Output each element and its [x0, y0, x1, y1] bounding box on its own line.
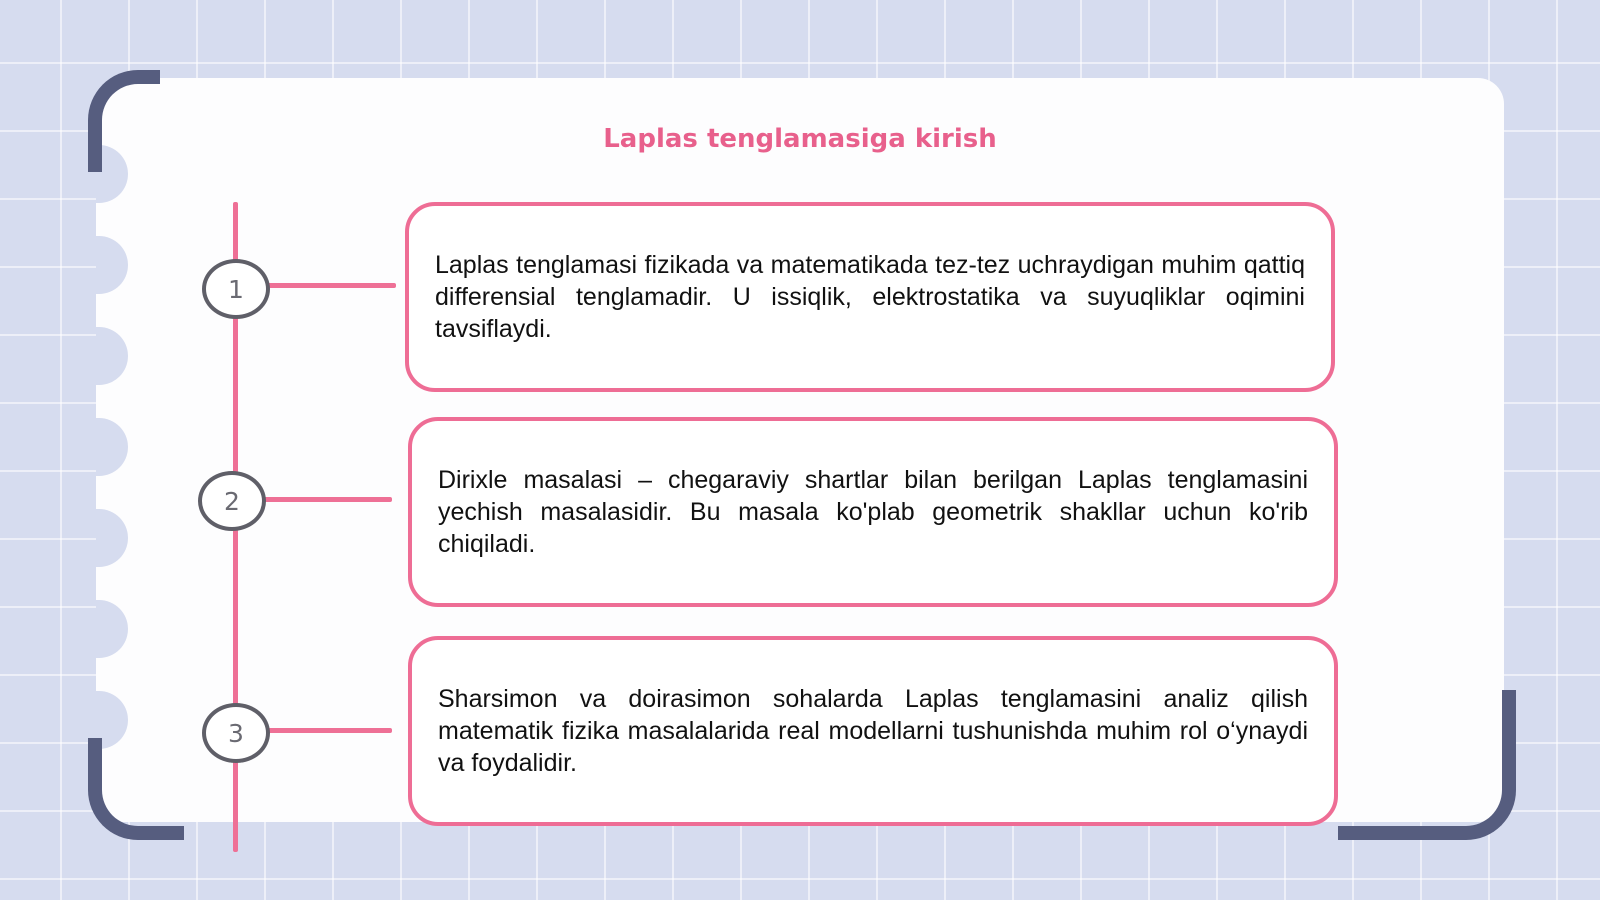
step-description: Sharsimon va doirasimon sohalarda Laplas tenglamasini analiz qilish matematik fizika masalalarida real modellarni tushunishda muhim rol o‘ynaydi va foydalidir.	[438, 685, 1308, 777]
step-number-badge	[202, 259, 270, 319]
step-card	[408, 636, 1338, 826]
step-card	[405, 202, 1335, 392]
step-number: 1	[228, 274, 244, 304]
frame-corner-bottom-left	[88, 738, 184, 840]
step-connector	[266, 728, 392, 733]
step-card	[408, 417, 1338, 607]
slide-title: Laplas tenglamasiga kirish	[603, 124, 997, 154]
frame-corner-top-left	[88, 70, 160, 172]
step-number-badge	[198, 471, 266, 531]
step-number-badge	[202, 703, 270, 763]
step-number: 3	[228, 718, 244, 748]
step-connector	[262, 497, 392, 502]
step-description: Laplas tenglamasi fizikada va matematikada tez-tez uchraydigan muhim qattiq differensial tenglamadir. U issiqlik, elektrostatika va suyuqliklar oqimini tavsiflaydi.	[435, 251, 1305, 343]
frame-corner-bottom-right	[1338, 690, 1516, 840]
step-description: Dirixle masalasi – chegaraviy shartlar bilan berilgan Laplas tenglamasini yechish masalasidir. Bu masala ko'plab geometrik shakllar uchun ko'rib chiqiladi.	[438, 466, 1308, 558]
step-connector	[266, 283, 396, 288]
step-number: 2	[224, 486, 240, 516]
